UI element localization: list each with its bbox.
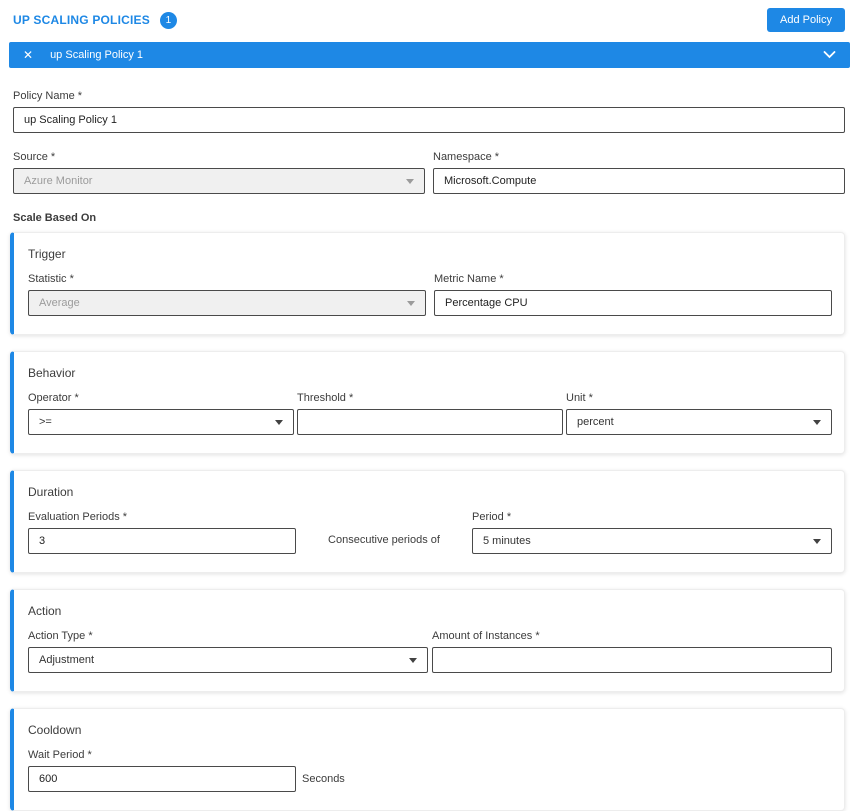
trigger-fields-row — [28, 273, 832, 316]
namespace-label: Namespace * — [433, 151, 500, 163]
action-card — [10, 589, 845, 692]
period-label: Period * — [472, 511, 512, 523]
statistic-field — [28, 273, 426, 316]
metric-name-input[interactable] — [434, 290, 832, 316]
statistic-label: Statistic * — [28, 273, 74, 285]
duration-card-title: Duration — [28, 485, 74, 499]
action-type-label: Action Type * — [28, 630, 93, 642]
policy-name-label: Policy Name * — [13, 90, 83, 102]
unit-label: Unit * — [566, 392, 593, 404]
source-field — [13, 151, 425, 194]
source-label: Source * — [13, 151, 56, 163]
seconds-label: Seconds — [302, 773, 345, 785]
behavior-card-title: Behavior — [28, 366, 76, 380]
evaluation-periods-label: Evaluation Periods * — [28, 511, 128, 523]
statistic-select-value: Average — [39, 297, 80, 309]
dropdown-arrow-icon — [409, 658, 417, 663]
unit-select[interactable] — [566, 409, 832, 435]
scale-based-on-label: Scale Based On — [13, 212, 97, 224]
policy-accordion-header[interactable] — [9, 42, 850, 68]
namespace-field — [433, 151, 845, 194]
namespace-input[interactable] — [433, 168, 845, 194]
threshold-field — [297, 392, 563, 435]
policy-count-badge: 1 — [160, 12, 177, 29]
cooldown-card — [10, 708, 845, 811]
panel-header — [10, 8, 845, 32]
duration-fields-row — [28, 511, 832, 554]
source-select[interactable] — [13, 168, 425, 194]
operator-select[interactable] — [28, 409, 294, 435]
policy-name-field — [13, 90, 845, 133]
dropdown-arrow-icon — [406, 179, 414, 184]
period-field — [472, 511, 832, 554]
amount-of-instances-label: Amount of Instances * — [432, 630, 540, 642]
source-namespace-row — [13, 151, 845, 194]
behavior-fields-row — [28, 392, 832, 435]
action-type-field — [28, 630, 428, 673]
threshold-label: Threshold * — [297, 392, 354, 404]
trigger-card-title: Trigger — [28, 247, 66, 261]
dropdown-arrow-icon — [813, 539, 821, 544]
trigger-card — [10, 232, 845, 335]
period-select[interactable] — [472, 528, 832, 554]
operator-field — [28, 392, 294, 435]
source-select-value: Azure Monitor — [24, 175, 93, 187]
action-type-select[interactable] — [28, 647, 428, 673]
close-icon[interactable]: ✕ — [23, 48, 34, 62]
wait-period-input[interactable] — [28, 766, 296, 792]
amount-of-instances-input[interactable] — [432, 647, 832, 673]
cooldown-card-title: Cooldown — [28, 723, 82, 737]
wait-period-label: Wait Period * — [28, 749, 92, 761]
period-select-value: 5 minutes — [483, 535, 531, 547]
statistic-select[interactable] — [28, 290, 426, 316]
dropdown-arrow-icon — [813, 420, 821, 425]
page-title: UP SCALING POLICIES — [13, 13, 150, 27]
metric-name-field — [434, 273, 832, 316]
behavior-card — [10, 351, 845, 454]
evaluation-periods-input[interactable] — [28, 528, 296, 554]
duration-card — [10, 470, 845, 573]
action-fields-row — [28, 630, 832, 673]
dropdown-arrow-icon — [407, 301, 415, 306]
amount-of-instances-field — [432, 630, 832, 673]
policy-name-input[interactable] — [13, 107, 845, 133]
threshold-input[interactable] — [297, 409, 563, 435]
operator-select-value: >= — [39, 416, 52, 428]
policy-accordion-title: up Scaling Policy 1 — [50, 49, 144, 61]
unit-field — [566, 392, 832, 435]
consecutive-periods-text: Consecutive periods of — [328, 534, 440, 546]
evaluation-periods-field — [28, 511, 296, 554]
wait-period-field — [28, 749, 832, 792]
unit-select-value: percent — [577, 416, 614, 428]
action-card-title: Action — [28, 604, 62, 618]
add-policy-button[interactable]: Add Policy — [767, 8, 845, 32]
operator-label: Operator * — [28, 392, 79, 404]
metric-name-label: Metric Name * — [434, 273, 504, 285]
dropdown-arrow-icon — [275, 420, 283, 425]
action-type-select-value: Adjustment — [39, 654, 95, 666]
chevron-down-icon[interactable] — [823, 51, 836, 59]
